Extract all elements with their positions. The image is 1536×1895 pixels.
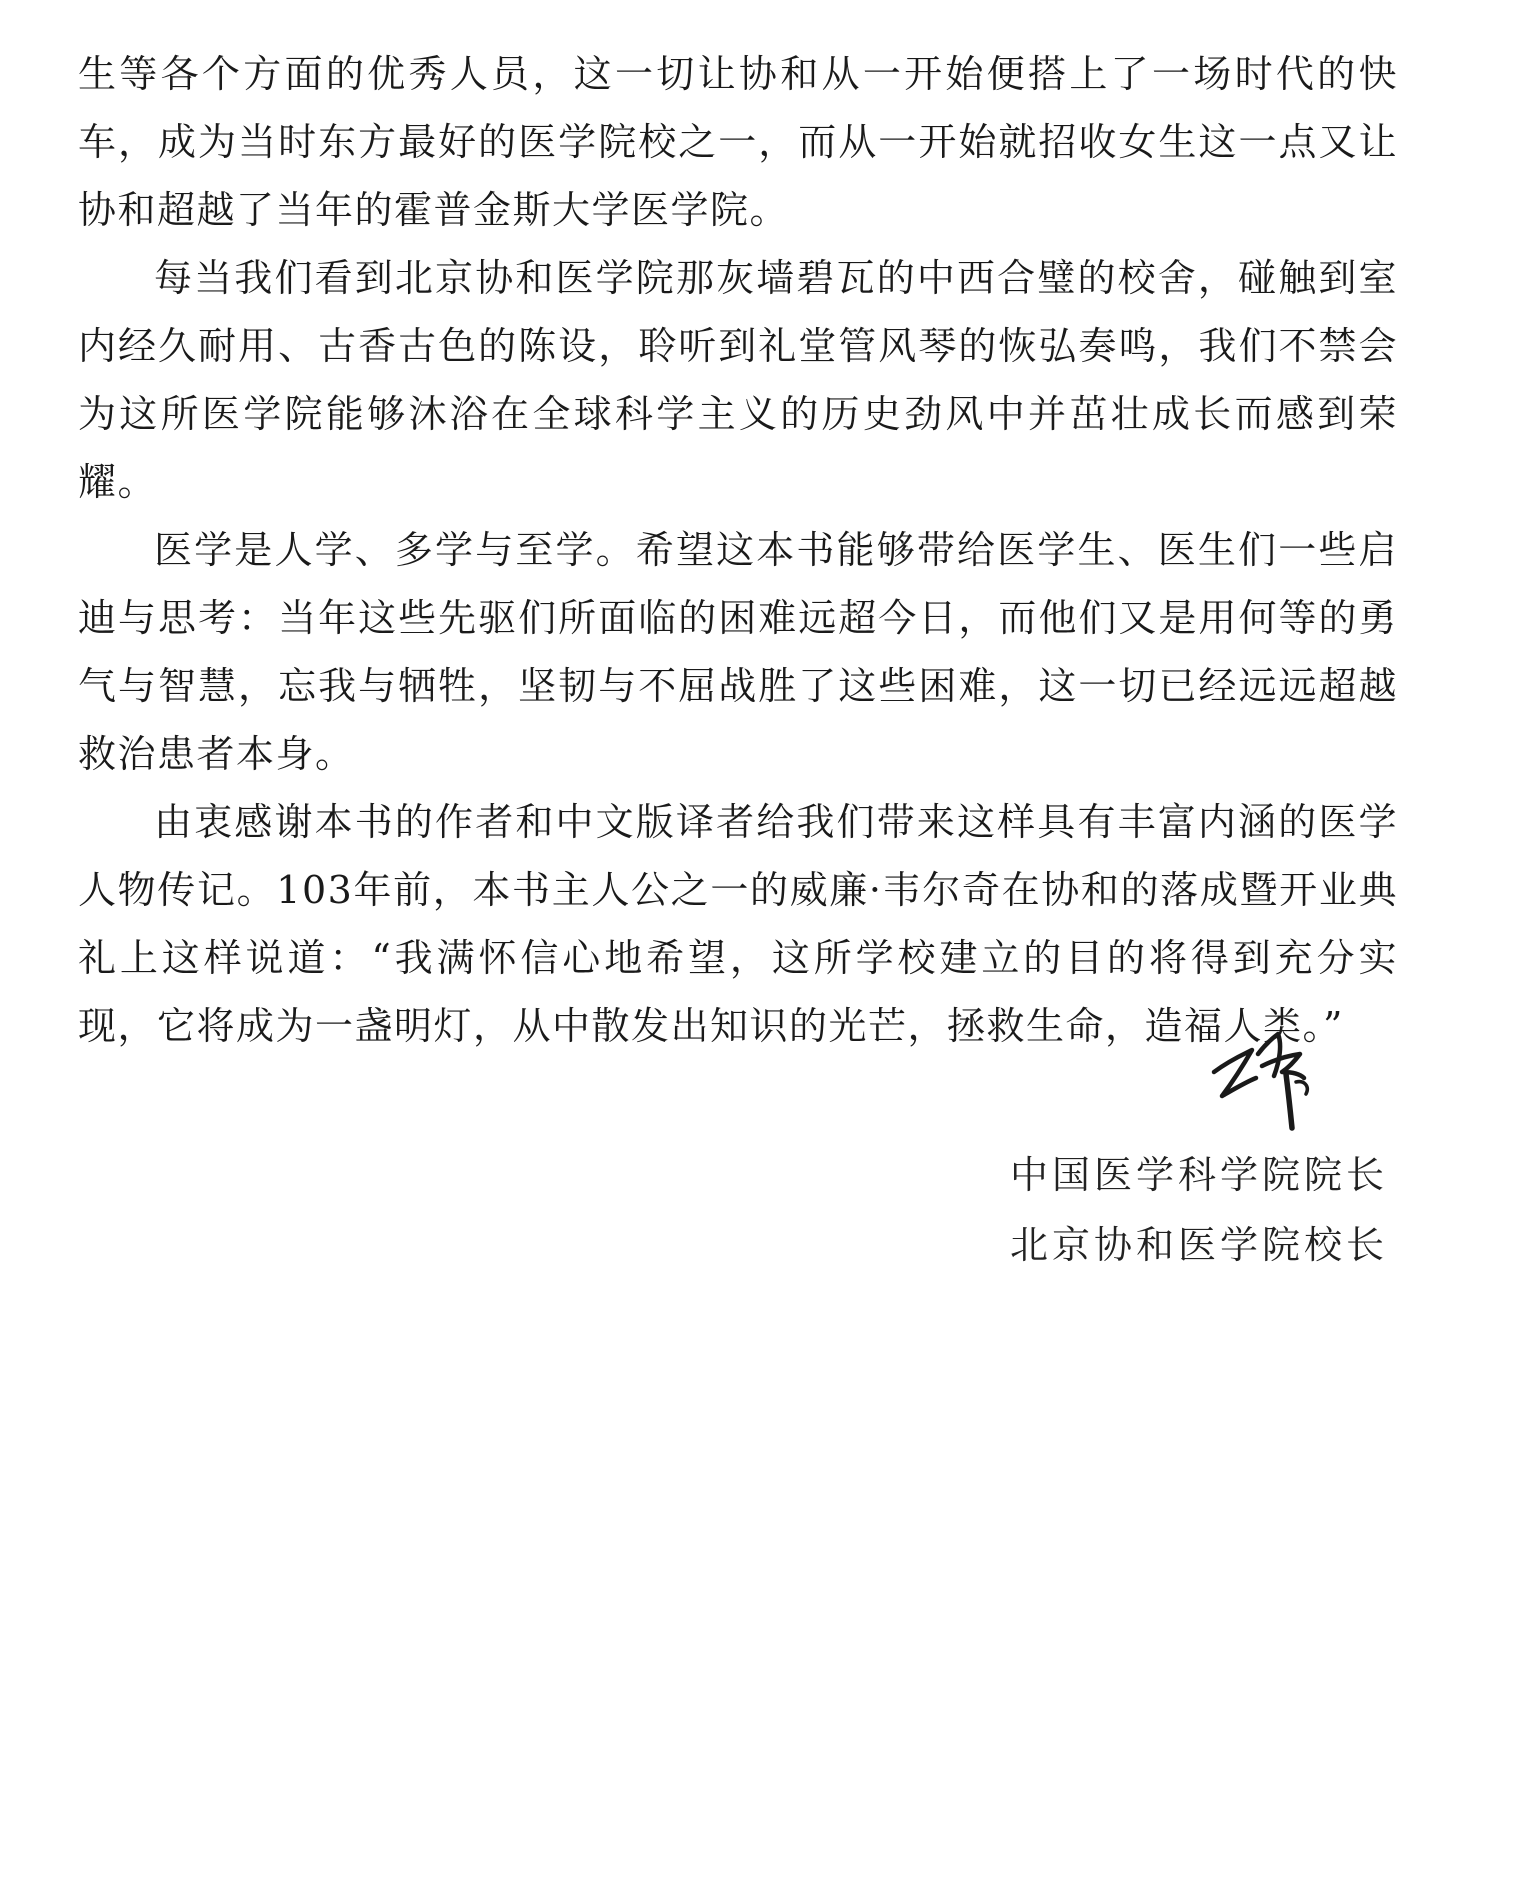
author-titles <box>968 1140 1388 1280</box>
signature-icon <box>1200 1020 1330 1140</box>
paragraph-2: 每当我们看到北京协和医学院那灰墙碧瓦的中西合璧的校舍，碰触到室内经久耐用、古香古色的陈设，聆听到礼堂管风琴的恢弘奏鸣，我们不禁会为这所医学院能够沐浴在全球科学主义的历史劲风中并茁壮成长而感到荣耀。 <box>78 256 1398 504</box>
paragraph-3: 医学是人学、多学与至学。希望这本书能够带给医学生、医生们一些启迪与思考：当年这些先驱们所面临的困难远超今日，而他们又是用何等的勇气与智慧，忘我与牺牲，坚韧与不屈战胜了这些困难，这一切已经远远超越救治患者本身。 <box>78 528 1398 776</box>
body-text <box>78 40 1398 1060</box>
paragraph-1: 生等各个方面的优秀人员，这一切让协和从一开始便搭上了一场时代的快车，成为当时东方最好的医学院校之一，而从一开始就招收女生这一点又让协和超越了当年的霍普金斯大学医学院。 <box>78 52 1398 232</box>
paragraph-4: 由衷感谢本书的作者和中文版译者给我们带来这样具有丰富内涵的医学人物传记。103年前，本书主人公之一的威廉·韦尔奇在协和的落成暨开业典礼上这样说道：“我满怀信心地希望，这所学校建立的目的将得到充分实现，它将成为一盏明灯，从中散发出知识的光芒，拯救生命，造福人类。” <box>78 800 1398 1048</box>
author-title-line-1: 中国医学科学院院长 <box>1009 1153 1388 1197</box>
author-title-line-2: 北京协和医学院校长 <box>1009 1223 1388 1267</box>
